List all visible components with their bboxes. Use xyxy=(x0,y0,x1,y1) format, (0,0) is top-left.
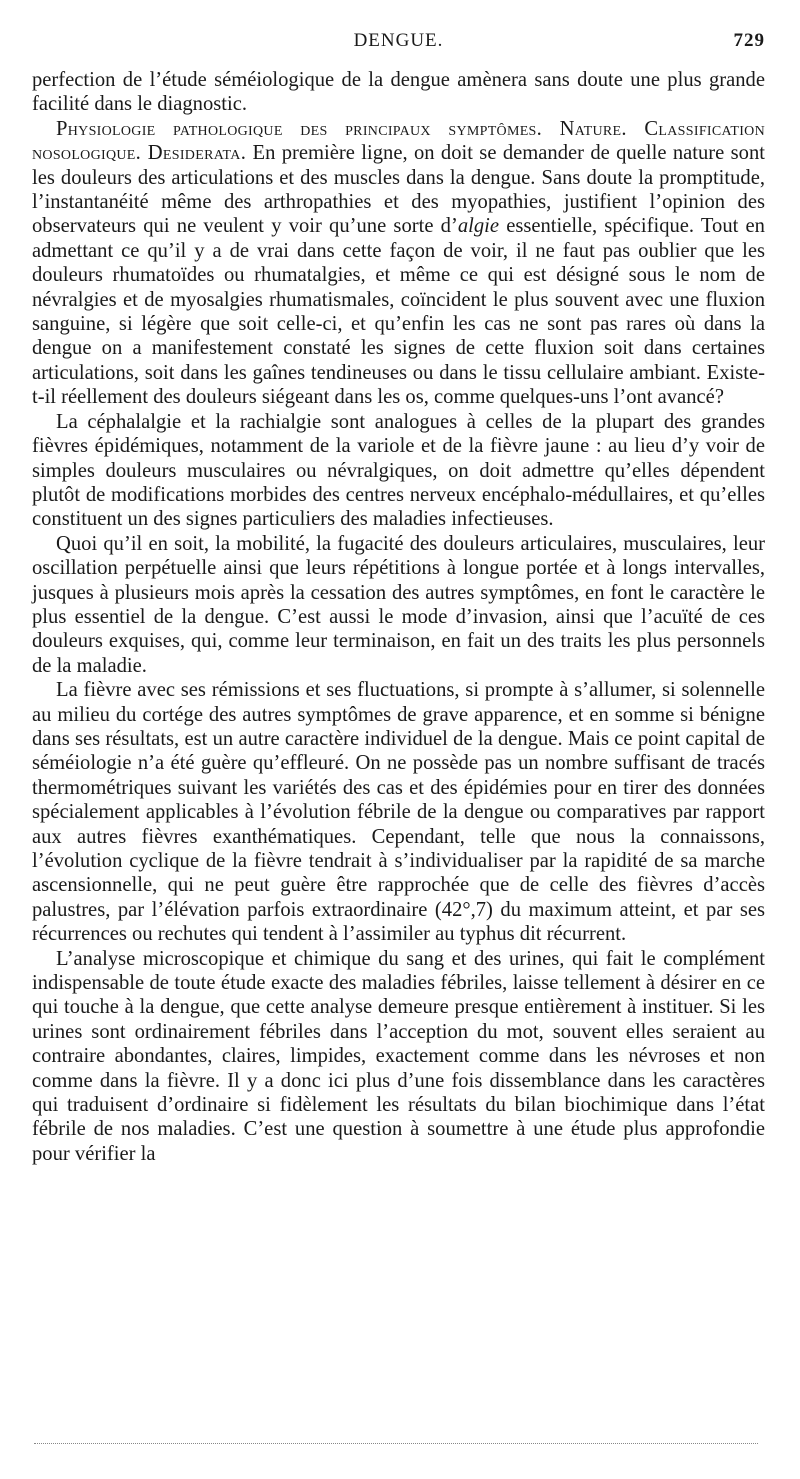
running-head xyxy=(32,30,765,54)
paragraph-text: En première ligne, on doit se demander de quelle nature sont les douleurs des articulations et des muscles dans la dengue. Sans doute la promptitude, l’instantanéité même des arthropathies et des myopathies, justifient l’opinion des observateurs qui ne veulent y voir qu’une sorte d’ xyxy=(32,142,765,238)
paragraph-text: essentielle, spécifique. Tout en admettant ce qu’il y a de vrai dans cette façon de voir, il ne faut pas oublier que les douleurs rhumatoïdes ou rhumatalgies, et même ce qui est désigné sous le nom de névralgies et de myosalgies rhumatismales, coïncident le plus souvent avec une fluxion sanguine, si légère que soit celle-ci, et qu’enfin les cas ne sont pas rares où dans la dengue on a manifestement constaté les signes de cette fluxion soit dans certaines articulations, soit dans les gaînes tendineuses ou dans le tissu cellulaire ambiant. Existe-t-il réellement des douleurs siégeant dans les os, comme quelques-uns l’ont avancé? xyxy=(32,215,765,409)
running-title: DENGUE. xyxy=(353,30,444,51)
page-number: 729 xyxy=(733,30,765,51)
italic-term: algie xyxy=(457,215,499,238)
paragraph xyxy=(32,532,765,678)
paragraph xyxy=(32,947,765,1167)
paragraph-text: La fièvre avec ses rémissions et ses fluctuations, si prompte à s’allumer, si solennelle au milieu du cortége des autres symptômes de grave apparence, et en somme si bénigne dans ses résultats, est un autre caractère individuel de la dengue. Mais ce point capital de séméiologie n’a été guère qu’effleuré. On ne possède pas un nombre suffisant de tracés thermométriques suivant les variétés des cas et des épidémies pour en tirer des données spécialement applicables à l’évolution fébrile de la dengue ou comparatives par rapport aux autres fièvres exanthématiques. Cependant, telle que nous la connaissons, l’évolution cyclique de la fièvre tendrait à s’individualiser par la rapidité de sa marche ascensionnelle, qui ne peut guère être rapprochée que de celle des fièvres d’accès palustres, par l’élévation parfois extraordinaire (42°,7) du maximum atteint, et par ses récurrences ou rechutes qui tendent à l’assimiler au typhus dit récurrent. xyxy=(32,679,765,946)
footer-rule xyxy=(34,1443,758,1444)
paragraph xyxy=(32,68,765,117)
page xyxy=(32,30,765,1166)
paragraph-text: L’analyse microscopique et chimique du sang et des urines, qui fait le complément indispensable de toute étude exacte des maladies fébriles, laisse tellement à désirer en ce qui touche à la dengue, que cette analyse demeure presque entièrement à instituer. Si les urines sont ordinairement fébriles dans l’acception du mot, souvent elles seraient au contraire abondantes, claires, limpides, exactement comme dans les névroses et non comme dans la fièvre. Il y a donc ici plus d’une fois dissemblance dans les caractères qui traduisent d’ordinaire si fidèlement les résultats du bilan biochimique dans l’état fébrile de nos maladies. C’est une question à soumettre à une étude plus approfondie pour vérifier la xyxy=(32,947,765,1165)
paragraph-text: Quoi qu’il en soit, la mobilité, la fugacité des douleurs articulaires, musculaires, leur oscillation perpétuelle ainsi que leurs répétitions à longue portée et à longs intervalles, jusques à plusieurs mois après la cessation des autres symptômes, en font le caractère le plus essentiel de la dengue. C’est aussi le mode d’invasion, ainsi que l’acuïté de ces douleurs exquises, qui, comme leur terminaison, en fait un des traits les plus personnels de la maladie. xyxy=(32,532,765,677)
paragraph-text: perfection de l’étude séméiologique de la dengue amènera sans doute une plus grande facilité dans le diagnostic. xyxy=(32,69,765,116)
paragraph-text: La céphalalgie et la rachialgie sont analogues à celles de la plupart des grandes fièvres épidémiques, notamment de la variole et de la fièvre jaune : au lieu d’y voir de simples douleurs musculaires ou névralgiques, on doit admettre qu’elles dépendent plutôt de modifications morbides des centres nerveux encéphalo-médullaires, et qu’elles constituent un des signes particuliers des maladies infectieuses. xyxy=(32,410,765,531)
paragraph xyxy=(32,410,765,532)
section-heading: Physiologie pathologique des principaux symptômes. Nature. Classification nosologique. Desiderata. xyxy=(32,117,765,165)
paragraph xyxy=(32,117,765,410)
paragraph xyxy=(32,678,765,946)
body-text xyxy=(32,68,765,1166)
